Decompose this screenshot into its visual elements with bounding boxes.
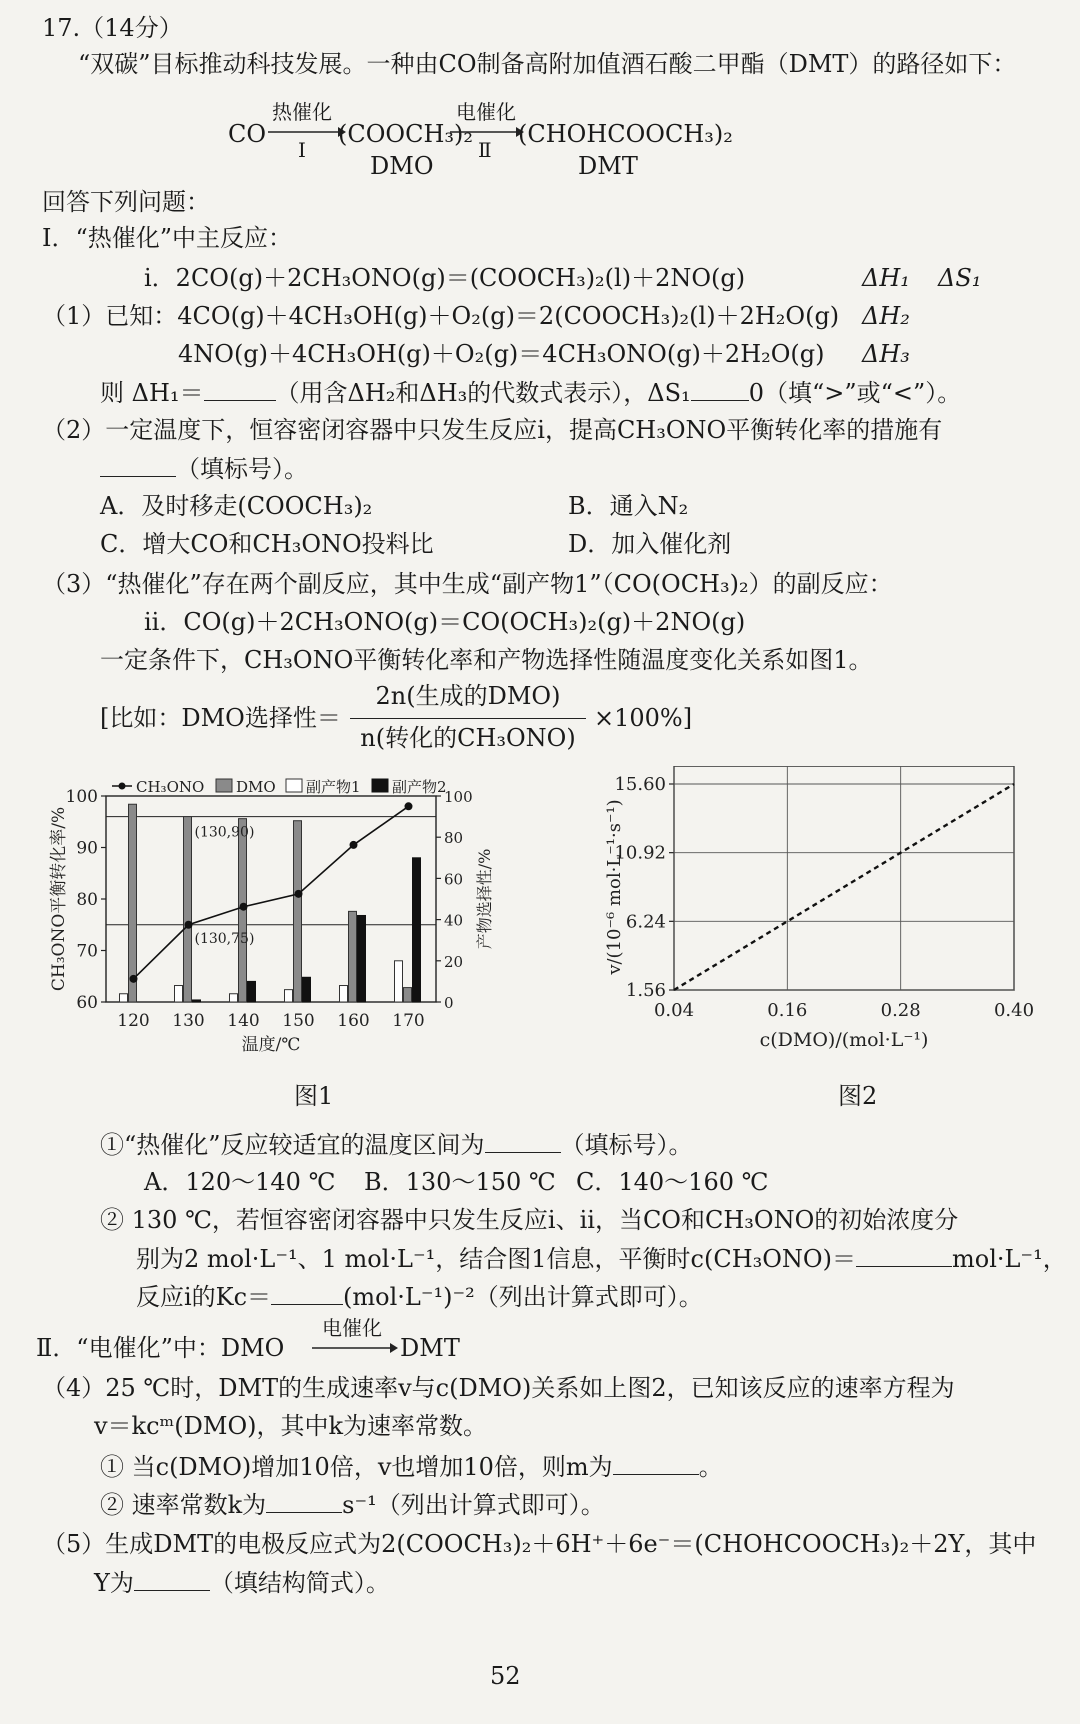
fig1-y-tick-label: 80	[76, 890, 98, 910]
fig2-series-line	[674, 784, 1014, 990]
fig2-x-tick-label: 0.40	[993, 1000, 1035, 1021]
q3-1-option-b: B．130～150 ℃	[364, 1168, 556, 1196]
q1-ask	[100, 376, 961, 409]
part1-heading: Ⅰ．“热催化”中主反应：	[42, 224, 293, 252]
fig1-legend-byproduct2: 副产物2	[392, 778, 447, 796]
formula-prefix: [比如：DMO选择性＝	[100, 704, 341, 732]
formula-denominator: n(转化的CH₃ONO)	[360, 724, 576, 752]
fig1-legend-byproduct1-swatch	[286, 779, 302, 792]
fig1-bar-byproduct1	[395, 961, 403, 1002]
fig1-y-tick-label: 100	[65, 787, 98, 807]
fig1-x-tick-label: 150	[282, 1011, 315, 1031]
fig1-x-tick-label: 140	[227, 1011, 260, 1031]
fig1-bar-byproduct1	[340, 986, 348, 1002]
fig2-y-tick-label: 15.60	[614, 774, 666, 795]
fig1-y2-tick-label: 100	[444, 788, 473, 806]
fig1-series-line-ch3ono	[134, 806, 409, 979]
answer-prompt: 回答下列问题：	[42, 188, 210, 216]
q1-known-2: 4NO(g)＋4CH₃OH(g)＋O₂(g)＝4CH₃ONO(g)＋2H₂O(g)	[178, 340, 825, 368]
q3-1-option-a: A．120～140 ℃	[144, 1168, 336, 1196]
fig2-x-tick-label: 0.04	[653, 1000, 695, 1021]
q2-text-b	[100, 452, 308, 485]
figure-1-caption: 图1	[294, 1082, 334, 1110]
fig1-plot-frame	[106, 796, 436, 1002]
fig1-y2-tick-label: 0	[444, 994, 454, 1012]
fig1-legend-point-swatch	[119, 783, 126, 790]
q3-2-text-a: ② 130 ℃，若恒容密闭容器中只发生反应i、ii，当CO和CH₃ONO的初始浓度分	[100, 1206, 959, 1234]
fraction-bar	[350, 718, 586, 719]
fig1-point-ch3ono	[185, 921, 193, 929]
fig2-plot-frame	[674, 766, 1014, 990]
q5-text-b-label: Y为	[94, 1569, 134, 1597]
fig1-legend-ch3ono: CH₃ONO	[136, 778, 205, 796]
fig1-bar-dmo	[294, 821, 302, 1002]
fig1-point-ch3ono	[295, 890, 303, 898]
fig1-bar-byproduct2	[358, 915, 366, 1002]
fig1-point-ch3ono	[130, 975, 138, 983]
fig1-y2-axis-label: 产物选择性/%	[475, 848, 494, 950]
reaction-i-ds: ΔS₁	[938, 264, 982, 292]
q3-1-option-c: C．140～160 ℃	[576, 1168, 769, 1196]
q4-2-answer-blank[interactable]	[266, 1488, 342, 1513]
q3-2-kc-unit: (mol·L⁻¹)⁻²（列出计算式即可）。	[343, 1283, 703, 1311]
q3-text-b: 一定条件下，CH₃ONO平衡转化率和产物选择性随温度变化关系如图1。	[100, 646, 873, 674]
figure-2-caption: 图2	[838, 1082, 878, 1110]
q5-text-a: （5）生成DMT的电极反应式为2(COOCH₃)₂＋6H⁺＋6e⁻＝(CHOHCOOCH₃)₂＋2Y，其中	[42, 1530, 1037, 1558]
fig1-y-tick-label: 70	[76, 941, 98, 962]
fig1-legend-byproduct2-swatch	[372, 779, 388, 792]
reaction-route	[228, 96, 788, 186]
fig1-legend-dmo-swatch	[216, 779, 232, 792]
selectivity-formula	[100, 680, 720, 760]
q3-2-answer-blank-conc[interactable]	[856, 1242, 952, 1267]
q1-known-1: （1）已知：4CO(g)＋4CH₃OH(g)＋O₂(g)＝2(COOCH₃)₂(l)＋2H₂O(g)	[42, 302, 840, 330]
fig1-x-axis-label: 温度/℃	[241, 1035, 301, 1055]
q4-1-answer-blank[interactable]	[613, 1450, 699, 1475]
part2-arrow-label: 电催化	[322, 1316, 382, 1340]
reaction-i-dh: ΔH₁	[862, 264, 910, 292]
route-step1-label: 热催化	[272, 100, 332, 124]
fig1-y2-tick-label: 40	[444, 911, 464, 930]
fig1-bar-byproduct1	[285, 990, 293, 1002]
route-end: (CHOHCOOCH₃)₂	[518, 120, 733, 148]
fig1-bar-dmo	[404, 988, 412, 1002]
fig1-legend-byproduct1: 副产物1	[306, 778, 361, 796]
q3-2-unit: mol·L⁻¹，	[951, 1245, 1067, 1273]
q2-option-d: D．加入催化剂	[568, 530, 732, 558]
fig1-x-tick-label: 120	[117, 1011, 150, 1031]
q3-2-text-c-label: 反应i的Kc＝	[136, 1283, 272, 1311]
part2-heading-b: DMT	[400, 1334, 460, 1362]
q3-1-answer-blank[interactable]	[485, 1128, 561, 1153]
route-start: CO	[228, 120, 267, 148]
fig2-x-tick-label: 0.16	[767, 1000, 808, 1021]
q4-1	[100, 1450, 723, 1483]
formula-numerator: 2n(生成的DMO)	[375, 682, 561, 710]
question-intro: “双碳”目标推动科技发展。一种由CO制备高附加值酒石酸二甲酯（DMT）的路径如下：	[78, 50, 1017, 78]
fig2-y-axis-label: v/(10⁻⁶ mol·L⁻¹·s⁻¹)	[604, 799, 625, 975]
fig2-y-tick-label: 10.92	[614, 842, 666, 864]
fig2-y-tick-label: 1.56	[625, 980, 666, 1001]
fig2-x-axis-label: c(DMO)/(mol·L⁻¹)	[759, 1029, 929, 1051]
fig1-x-tick-label: 160	[337, 1011, 370, 1031]
q1-ask-text-b: （用含ΔH₂和ΔH₃的代数式表示），ΔS₁	[275, 379, 691, 407]
fig2-x-tick-label: 0.28	[880, 1000, 921, 1021]
fig1-point-ch3ono	[350, 841, 358, 849]
q3-1	[100, 1128, 693, 1161]
fig1-bar-byproduct1	[175, 986, 183, 1002]
q3-2-text-c	[136, 1280, 703, 1313]
part2-heading-a: Ⅱ．“电催化”中：DMO	[36, 1334, 285, 1362]
fig1-y2-tick-label: 80	[444, 829, 464, 848]
q4-text-b: v＝kcᵐ(DMO)，其中k为速率常数。	[94, 1412, 488, 1440]
q1-known-1-dh: ΔH₂	[862, 302, 910, 330]
fig1-y-tick-label: 90	[76, 838, 98, 859]
fig1-x-tick-label: 170	[392, 1011, 425, 1031]
fig1-bar-byproduct2	[248, 981, 256, 1002]
figure-1-chart	[44, 766, 514, 1082]
fig1-bar-byproduct2	[193, 1000, 201, 1002]
q2-text-b-label: （填标号）。	[176, 455, 308, 483]
fig1-annotation-130-90: (130,90)	[194, 824, 255, 841]
fig1-y2-tick-label: 60	[444, 870, 464, 889]
fig1-legend-dmo: DMO	[236, 778, 276, 796]
route-arrow-1	[268, 126, 346, 138]
fig1-point-ch3ono	[240, 903, 248, 911]
fig1-bar-byproduct2	[413, 858, 421, 1002]
route-mid: (COOCH₃)₂	[338, 120, 473, 148]
formula-suffix: ×100%]	[594, 704, 693, 732]
q3-2-answer-blank-kc[interactable]	[271, 1280, 343, 1305]
fig1-annotation-130-75: (130,75)	[194, 930, 255, 947]
q3-1-text-b: （填标号）。	[560, 1131, 693, 1159]
fig1-bar-dmo	[129, 804, 137, 1002]
q1-answer-blank-dh1[interactable]	[204, 376, 276, 401]
q4-1-text-a: ① 当c(DMO)增加10倍，v也增加10倍，则m为	[100, 1453, 613, 1481]
q1-known-2-dh: ΔH₃	[862, 340, 910, 368]
reaction-i: i．2CO(g)＋2CH₃ONO(g)＝(COOCH₃)₂(l)＋2NO(g)	[144, 264, 746, 292]
fig1-bar-byproduct2	[303, 977, 311, 1002]
q5-text-c: （填结构简式）。	[209, 1569, 390, 1597]
question-number: 17.（14分）	[42, 14, 183, 42]
page-number: 52	[490, 1662, 521, 1690]
route-mid-name: DMO	[370, 152, 434, 180]
q3-2-text-b-label: 别为2 mol·L⁻¹、1 mol·L⁻¹，结合图1信息，平衡时c(CH₃ONO)＝	[136, 1245, 856, 1273]
fig1-y-axis-label: CH₃ONO平衡转化率/%	[49, 806, 69, 992]
fig1-point-ch3ono	[405, 802, 413, 810]
part2-arrow	[312, 1342, 398, 1354]
fig1-y2-tick-label: 20	[444, 952, 464, 971]
q1-ask-text-a: 则 ΔH₁＝	[100, 379, 204, 407]
q5-answer-blank[interactable]	[134, 1566, 210, 1591]
fig2-y-tick-label: 6.24	[625, 911, 666, 933]
fig1-bar-dmo	[349, 911, 357, 1002]
route-step2-label: 电催化	[456, 100, 516, 124]
q4-text-a: （4）25 ℃时，DMT的生成速率v与c(DMO)关系如上图2，已知该反应的速率方程为	[42, 1374, 955, 1402]
q4-2-text-a: ② 速率常数k为	[100, 1491, 267, 1519]
q4-2	[100, 1488, 605, 1521]
fig1-x-tick-label: 130	[172, 1011, 205, 1031]
route-step1-num: Ⅰ	[298, 138, 306, 162]
q3-text: （3）“热催化”存在两个副反应，其中生成“副产物1”（CO(OCH₃)₂）的副反应：	[42, 570, 893, 598]
q3-1-text-a: ①“热催化”反应较适宜的温度区间为	[100, 1131, 485, 1159]
q2-answer-blank[interactable]	[100, 452, 176, 477]
fig1-y-tick-label: 60	[76, 993, 98, 1013]
q2-text: （2）一定温度下，恒容密闭容器中只发生反应i，提高CH₃ONO平衡转化率的措施有	[42, 416, 943, 444]
q3-2-text-b	[136, 1242, 1067, 1275]
reaction-ii: ii．CO(g)＋2CH₃ONO(g)＝CO(OCH₃)₂(g)＋2NO(g)	[144, 608, 746, 636]
q2-option-c: C．增大CO和CH₃ONO投料比	[100, 530, 434, 558]
fig1-bar-dmo	[184, 817, 192, 1002]
fig1-bar-byproduct1	[230, 994, 238, 1002]
q4-2-text-b: s⁻¹（列出计算式即可）。	[342, 1491, 605, 1519]
q4-1-text-b: 。	[698, 1453, 723, 1481]
route-step2-num: Ⅱ	[478, 138, 492, 162]
q2-option-b: B．通入N₂	[568, 492, 689, 520]
figure-2-chart	[600, 766, 1040, 1082]
q1-answer-blank-ds1[interactable]	[691, 376, 749, 401]
route-end-name: DMT	[578, 152, 638, 180]
q2-option-a: A．及时移走(COOCH₃)₂	[100, 492, 373, 520]
fig1-bar-byproduct1	[120, 994, 128, 1002]
q5-text-b	[94, 1566, 390, 1599]
q1-ask-text-c: 0（填“>”或“<”）。	[748, 379, 962, 407]
